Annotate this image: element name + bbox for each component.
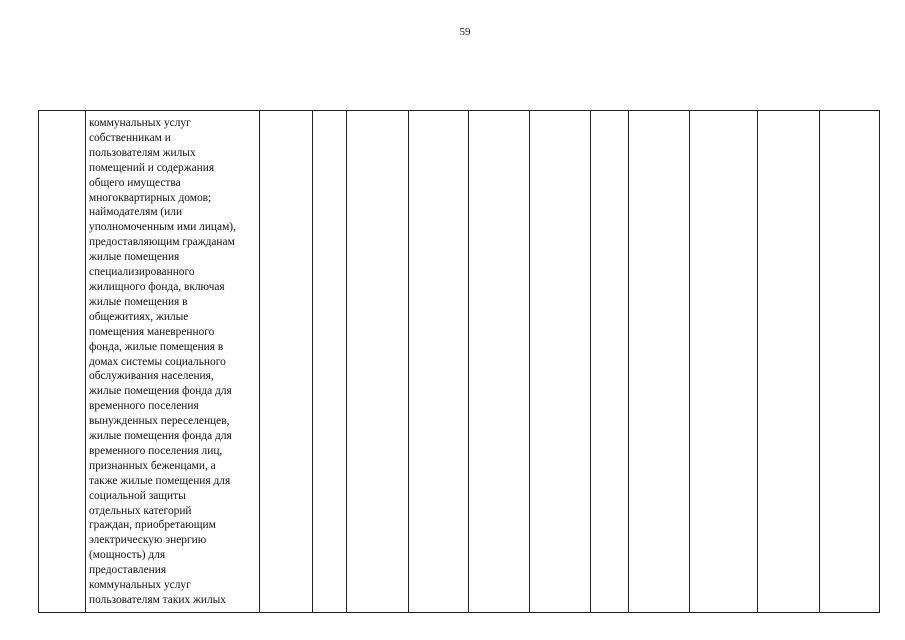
table-cell	[530, 111, 591, 613]
text-line: коммунальных услуг	[89, 117, 191, 129]
text-line: общежитиях, жилые	[89, 310, 189, 323]
cell-index	[39, 111, 86, 613]
text-line: жилищного фонда, включая	[89, 280, 225, 293]
page-number: 59	[459, 26, 471, 38]
table-cell	[409, 111, 469, 613]
text-line: (мощность) для	[89, 549, 166, 562]
text-line: предоставления	[89, 564, 167, 577]
text-line: временного поселения лиц,	[89, 444, 223, 457]
text-line: уполномоченным ими лицам),	[89, 221, 236, 234]
text-line: коммунальных услуг	[89, 579, 191, 592]
text-line: пользователям жилых	[89, 146, 196, 159]
text-line: обслуживания населения,	[89, 370, 214, 383]
text-line: домах системы социального	[89, 355, 226, 368]
table-cell	[591, 111, 629, 613]
text-line: социальной защиты	[89, 489, 186, 502]
table-cell	[469, 111, 530, 613]
data-table	[38, 110, 880, 613]
text-line: помещений и содержания	[89, 161, 215, 174]
table-cell	[629, 111, 690, 613]
text-line: жилые помещения в	[89, 295, 188, 308]
text-line: фонда, жилые помещения в	[89, 340, 224, 353]
table-cell	[313, 111, 347, 613]
table-cell	[690, 111, 758, 613]
description-text	[86, 111, 259, 608]
text-line: многоквартирных домов;	[89, 191, 212, 204]
text-line: специализированного	[89, 266, 195, 279]
text-line: собственникам и	[89, 131, 171, 144]
text-line: также жилые помещения для	[89, 474, 231, 487]
table-cell	[758, 111, 820, 613]
text-line: жилые помещения фонда для	[89, 430, 232, 443]
text-line: граждан, приобретающим	[89, 519, 216, 532]
text-line: вынужденных переселенцев,	[89, 415, 230, 428]
text-line: жилые помещения фонда для	[89, 385, 232, 398]
text-line: признанных беженцами, а	[89, 459, 216, 472]
text-line: помещения маневренного	[89, 325, 215, 338]
text-line: отдельных категорий	[89, 504, 192, 517]
text-line: временного поселения	[89, 400, 199, 413]
text-line: жилые помещения	[89, 251, 180, 264]
table-cell	[820, 111, 880, 613]
text-line: пользователям таких жилых	[89, 594, 226, 606]
cell-description	[86, 111, 260, 613]
table-cell	[260, 111, 313, 613]
text-line: наймодателям (или	[89, 206, 183, 219]
table-cell	[347, 111, 409, 613]
text-line: общего имущества	[89, 176, 181, 189]
text-line: предоставляющим гражданам	[89, 236, 235, 249]
text-line: электрическую энергию	[89, 534, 207, 547]
table-row	[39, 111, 880, 613]
